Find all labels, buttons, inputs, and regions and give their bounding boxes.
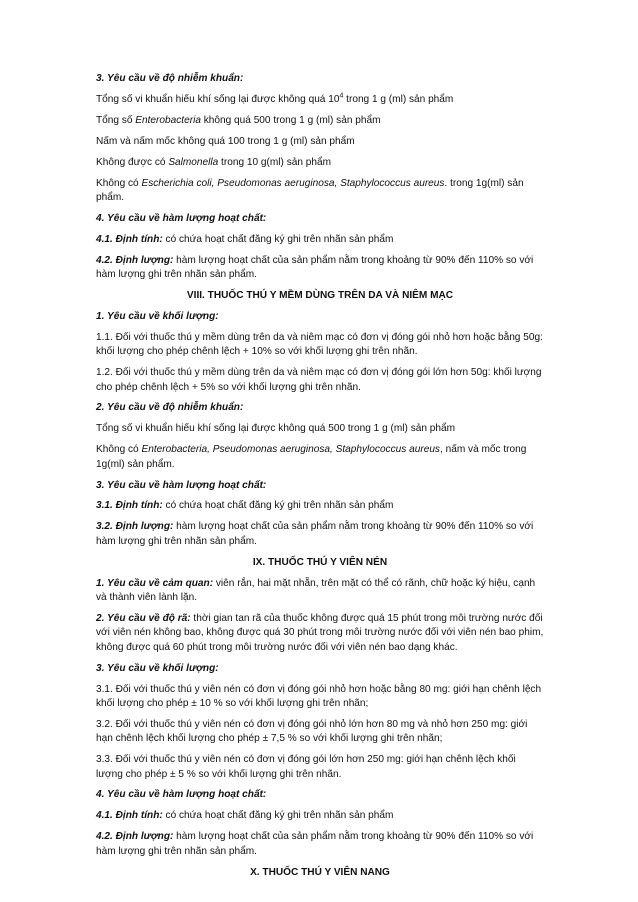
section-heading: 3. Yêu cầu về khối lượng:: [96, 662, 219, 674]
section-heading: 3. Yêu cầu về hàm lượng hoạt chất:: [96, 479, 267, 491]
paragraph: 1.2. Đối với thuốc thú y mềm dùng trên da và niêm mạc có đơn vị đóng gói lớn hơn 50g: khối lượng cho phép chênh lệch + 5% so với khối lượng ghi trên nhãn.: [96, 367, 542, 393]
paragraph: [96, 520, 544, 549]
paragraph: [96, 499, 544, 513]
label: 4.2. Định lượng:: [96, 254, 174, 266]
text: Tổng số vi khuẩn hiếu khí sống lại được không quá 10: [96, 93, 340, 105]
text: hàm lượng hoạt chất của sản phẩm nằm trong khoảng từ 90% đến 110% so với hàm lượng ghi trên nhãn sản phẩm.: [96, 831, 534, 857]
text: Không có: [96, 177, 142, 189]
paragraph: Tổng số vi khuẩn hiếu khí sống lại được không quá 500 trong 1 g (ml) sản phẩm: [96, 423, 456, 435]
label: 3.1. Định tính:: [96, 500, 163, 512]
label: 2. Yêu cầu về độ rã:: [96, 612, 191, 624]
italic-text: Escherichia coli, Pseudomonas aeruginosa, Staphylococcus aureus: [141, 177, 445, 189]
text: Không có: [96, 444, 142, 456]
paragraph: [96, 612, 544, 655]
document-page: [96, 72, 544, 886]
section-heading: 4. Yêu cầu về hàm lượng hoạt chất:: [96, 212, 267, 224]
label: 3.2. Định lượng:: [96, 521, 174, 533]
label: 4.1. Định tính:: [96, 233, 163, 245]
superscript: 4: [339, 92, 344, 100]
paragraph: 3.2. Đối với thuốc thú y viên nén có đơn vị đóng gói nhỏ lớn hơn 80 mg và nhỏ hơn 250 mg: giới hạn chênh lệch khối lượng cho phép ± 7,5 % so với khối lượng ghi trên nhãn;: [96, 718, 528, 745]
paragraph: 3.1. Đối với thuốc thú y viên nén có đơn vị đóng gói nhỏ hơn hoặc bằng 80 mg: giới hạn chênh lệch khối lượng cho phép ± 10 % so với khối lượng ghi trên nhãn;: [96, 683, 542, 709]
paragraph: [96, 809, 544, 823]
paragraph: [96, 443, 544, 472]
italic-text: Salmonella: [168, 156, 219, 168]
text: trong 10 g(ml) sản phẩm: [218, 156, 332, 168]
text: có chứa hoạt chất đăng ký ghi trên nhãn sản phẩm: [162, 233, 394, 245]
chapter-title: VIII. THUỐC THÚ Y MỀM DÙNG TRÊN DA VÀ NIÊM MẠC: [186, 289, 454, 301]
label: 1. Yêu cầu về cảm quan:: [96, 577, 214, 589]
section-heading: 1. Yêu cầu về khối lượng:: [96, 310, 219, 322]
paragraph: Nấm và nấm mốc không quá 100 trong 1 g (ml) sản phẩm: [96, 135, 355, 147]
text: thời gian tan rã của thuốc không được quá 15 phút trong môi trường nước đối với viên nén không bao, không được quá 30 phút trong môi trường nước đối với viên nén bao phim, không được quá 60 phút trong môi trường nước đối với viên nén bao dạng khác.: [96, 612, 544, 653]
paragraph: [96, 577, 544, 606]
text: hàm lượng hoạt chất của sản phẩm nằm trong khoảng từ 90% đến 110% so với hàm lượng ghi trên nhãn sản phẩm.: [96, 521, 534, 547]
text: không quá 500 trong 1 g (ml) sản phẩm: [200, 114, 381, 126]
paragraph: [96, 114, 544, 128]
chapter-title: X. THUỐC THÚ Y VIÊN NANG: [250, 866, 390, 878]
paragraph: [96, 830, 544, 859]
paragraph: [96, 156, 544, 170]
paragraph: [96, 93, 544, 107]
paragraph: 1.1. Đối với thuốc thú y mềm dùng trên da và niêm mạc có đơn vị đóng gói nhỏ hơn hoặc bằng 50g: khối lượng cho phép chênh lệch + 10% so với khối lượng ghi trên nhãn.: [96, 331, 543, 358]
label: 4.1. Định tính:: [96, 810, 163, 822]
text: có chứa hoạt chất đăng ký ghi trên nhãn sản phẩm: [162, 500, 394, 512]
text: . trong 1g(ml) sản phẩm.: [96, 177, 524, 203]
text: , nấm và mốc trong 1g(ml) sản phẩm.: [96, 444, 527, 470]
paragraph: [96, 233, 544, 247]
text: trong 1 g (ml) sản phẩm: [343, 93, 454, 105]
section-heading: 3. Yêu cầu về độ nhiễm khuẩn:: [96, 73, 244, 84]
section-heading: 2. Yêu cầu về độ nhiễm khuẩn:: [96, 402, 244, 414]
text: Không được có: [96, 156, 169, 168]
text: hàm lượng hoạt chất của sản phẩm nằm trong khoảng từ 90% đến 110% so với hàm lượng ghi trên nhãn sản phẩm.: [96, 254, 534, 281]
italic-text: Enterobacteria, Pseudomonas aeruginosa, Staphylococcus aureus: [141, 444, 440, 456]
text: viên rắn, hai mặt nhẵn, trên mặt có thể có rãnh, chữ hoặc ký hiệu, cạnh và thành viên lành lặn.: [96, 577, 536, 603]
paragraph: [96, 254, 544, 283]
italic-text: Enterobacteria: [135, 114, 201, 126]
paragraph: [96, 177, 544, 206]
paragraph: 3.3. Đối với thuốc thú y viên nén có đơn vị đóng gói lớn hơn 250 mg: giới hạn chênh lệch khối lượng cho phép ± 5 % so với khối lượng ghi trên nhãn.: [96, 754, 516, 780]
text: Tổng số: [96, 114, 136, 126]
text: có chứa hoạt chất đăng ký ghi trên nhãn sản phẩm: [162, 810, 394, 822]
label: 4.2. Định lượng:: [96, 831, 174, 843]
chapter-title: IX. THUỐC THÚ Y VIÊN NÉN: [252, 556, 388, 568]
section-heading: 4. Yêu cầu về hàm lượng hoạt chất:: [96, 789, 267, 801]
